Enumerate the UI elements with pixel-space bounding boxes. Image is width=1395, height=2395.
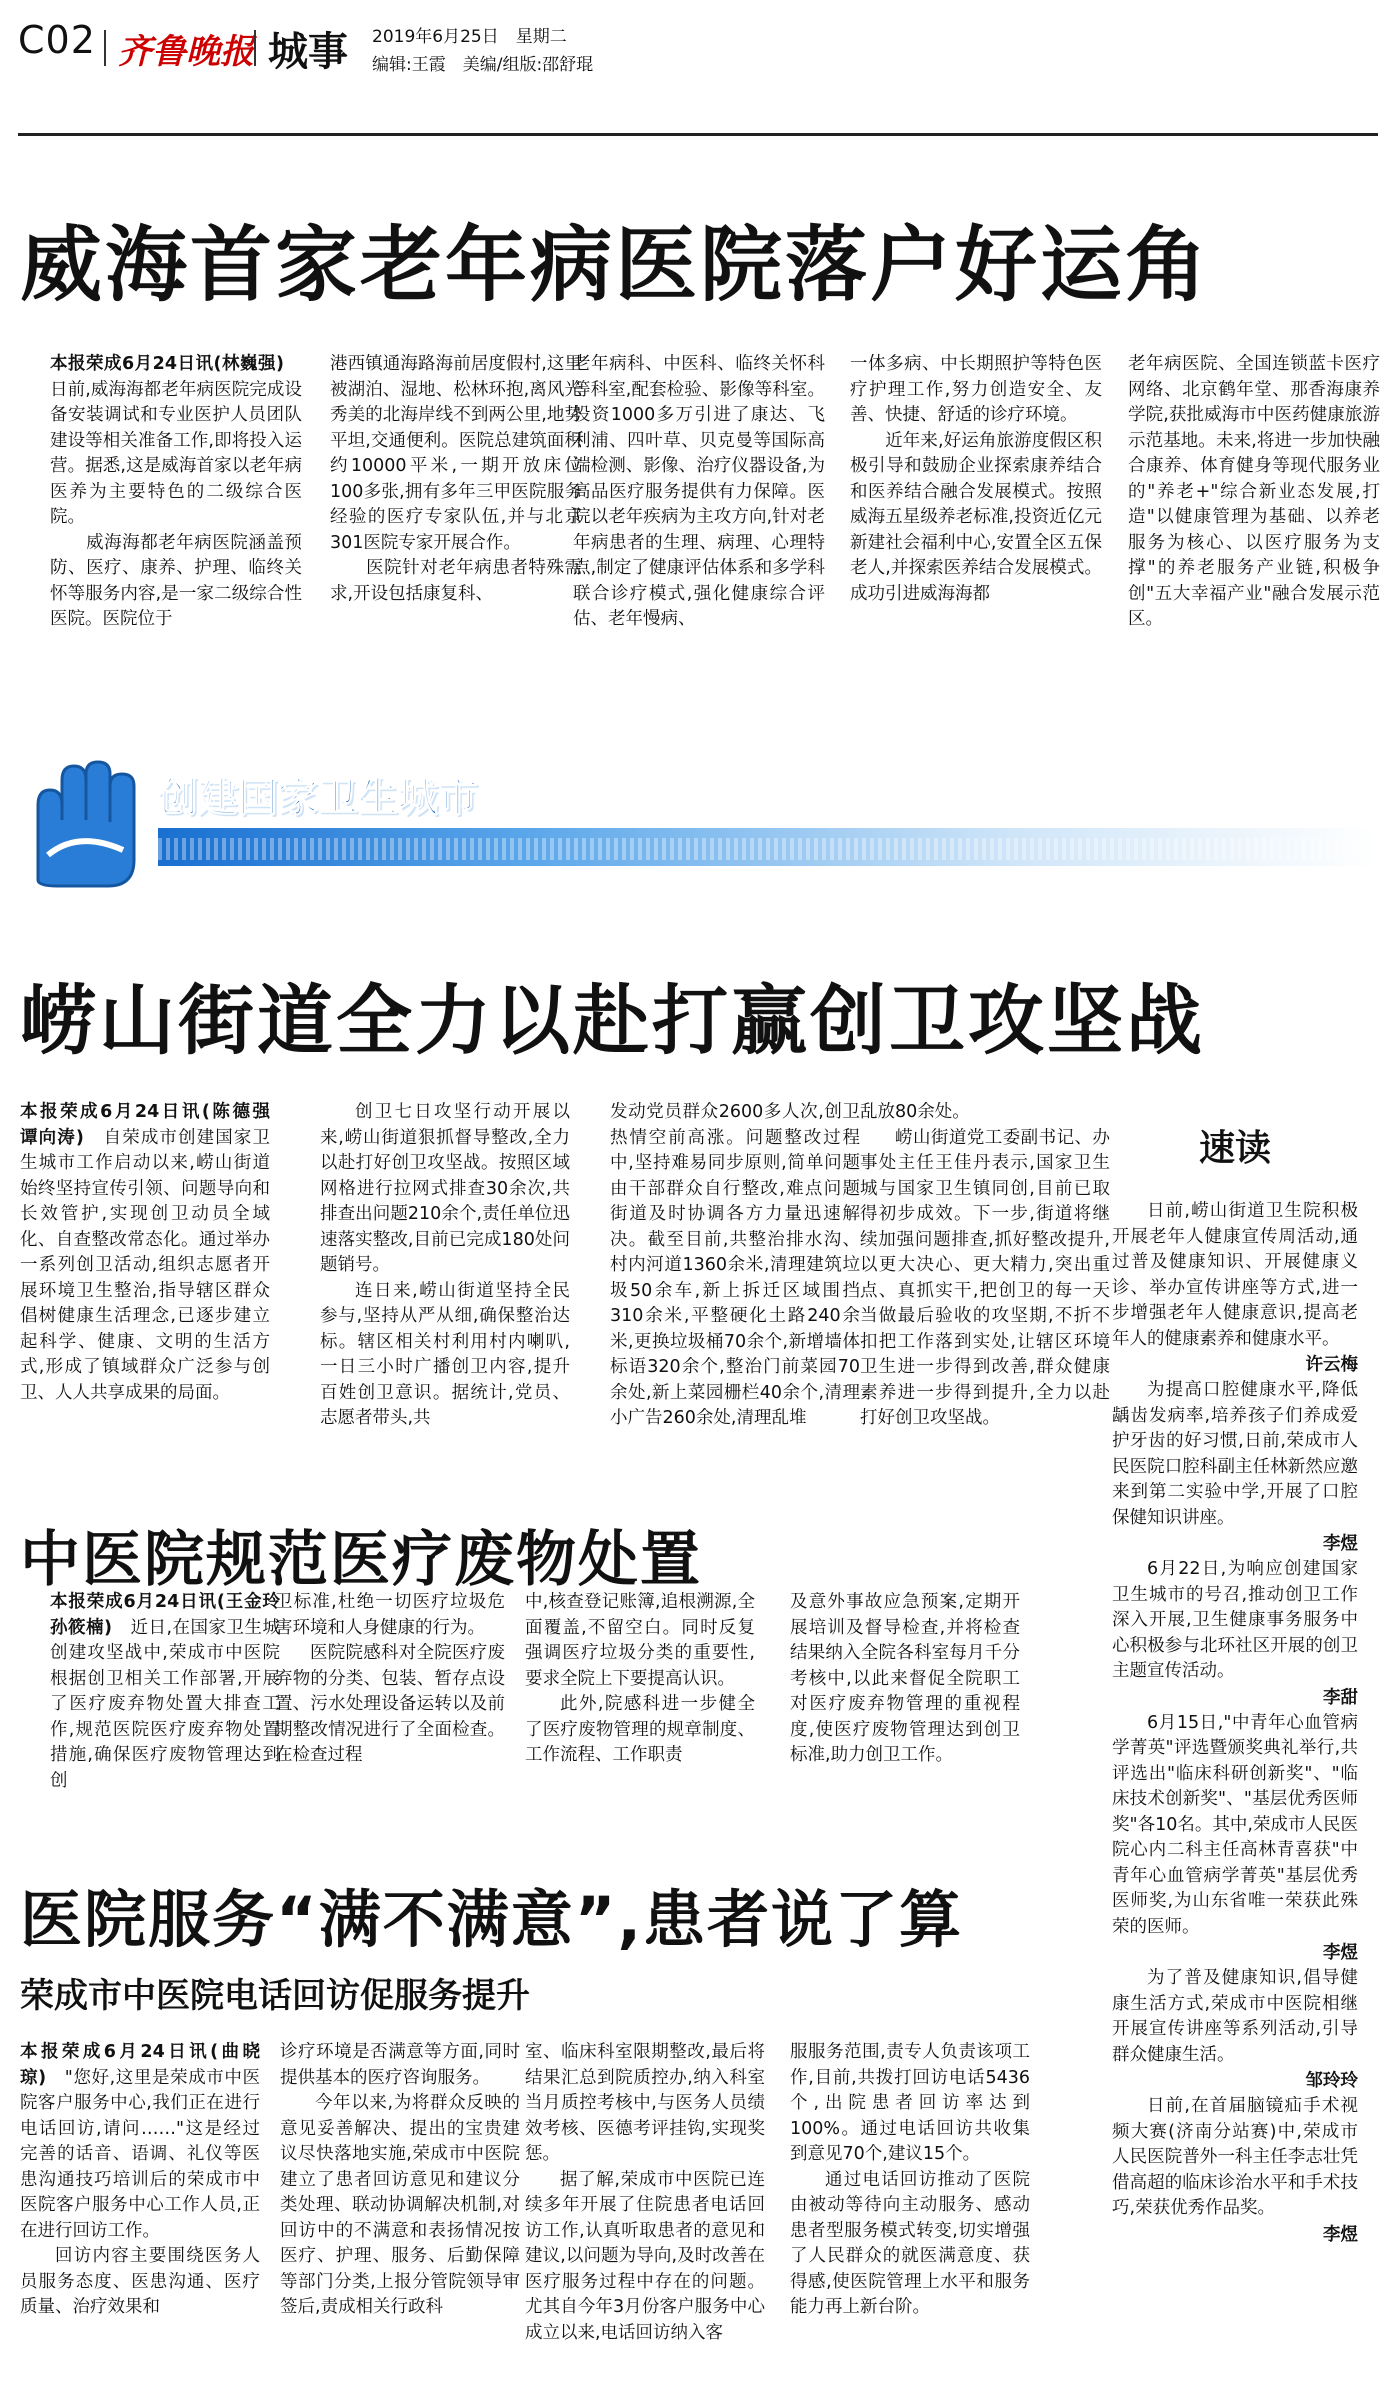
issue-date: 2019年6月25日 星期二 — [372, 27, 567, 47]
page-number: C02 — [18, 18, 96, 62]
article2-headline: 崂山街道全力以赴打赢创卫攻坚战 — [20, 976, 1205, 1065]
quick-read-item — [1112, 1199, 1358, 1378]
article1-headline: 威海首家老年病医院落户好运角 — [20, 218, 1211, 313]
header-rule — [18, 133, 1378, 136]
quick-read-text: 6月22日,为响应创建国家卫生城市的号召,推动创卫工作深入开展,卫生健康事务服务中心积极参与北环社区开展的创卫主题宣传活动。 — [1112, 1559, 1358, 1681]
banner-stripes — [158, 838, 1378, 860]
article1-body-column: 一体多病、中长期照护等特色医疗护理工作,努力创造安全、友善、快捷、舒适的诊疗环境。 近年来,好运角旅游度假区积极引导和鼓励企业探索康养结合和医养结合融合发展模式。按照威海五星级养老标准,投资近亿元新建社会福利中心,安置全区五保老人,并探索医养结合发展模式。成功引进威海海都 — [850, 354, 1102, 604]
article2-body-column: 乱放80余处。 崂山街道党工委副书记、办事处主任王佳丹表示,国家卫生城与国家卫生镇同创,目前已取得初步成效。下一步,街道将继续加强问题排查,抓好整改提升,以更大决心、更大精力,突出重点、真抓实干,把创卫的每一天当做最后验收的攻坚期,不折不扣把工作落到实处,让辖区环境卫生进一步得到改善,群众健康素养进一步得到提升,全力以赴打好创卫攻坚战。 — [860, 1102, 1110, 1428]
quick-read-author: 李煜 — [1323, 2224, 1358, 2245]
quick-read-text: 6月15日,"中青年心血管病学菁英"评选暨颁奖典礼举行,共评选出"临床科研创新奖"、"临床技术创新奖"、"基层优秀医师奖"各10名。其中,荣成市人民医院心内二科主任高林青喜获"中青年心血管病学菁英"基层优秀医师奖,为山东省唯一荣获此殊荣的医师。 — [1112, 1712, 1358, 1937]
article2-body-column: 发动党员群众2600多人次,创卫热情空前高涨。问题整改过程中,坚持难易同步原则,简单问题由干部群众自行整改,难点问题街道及时协调各方力量迅速解决。截至目前,共整治排水沟、村内河道1360余米,清理建筑垃圾50余车,新上拆迁区域围挡310余米,平整硬化土路240余米,更换垃圾桶70余个,新增墙体标语320余个,整治门前菜园70余处,新上菜园栅栏40余个,清理小广告260余处,清理乱堆 — [610, 1102, 860, 1428]
paper-logo: 齐鲁晚报 — [118, 32, 254, 72]
article1-body-column: 港西镇通海路海前居度假村,这里被湖泊、湿地、松林环抱,离风光秀美的北海岸线不到两公里,地势平坦,交通便利。医院总建筑面积约10000平米,一期开放床位100多张,拥有多年三甲医院服务经验的医疗专家队伍,并与北京301医院专家开展合作。 医院针对老年病患者特殊需求,开设包括康复科、 — [330, 354, 582, 604]
quick-read-item — [1112, 1711, 1358, 1967]
quick-read-item — [1112, 2094, 1358, 2248]
article4-body-column: 服服务范围,责专人负责该项工作,目前,共拨打回访电话5436个,出院患者回访率达到100%。通过电话回访共收集到意见70个,建议15个。 通过电话回访推动了医院由被动等待向主动服务、感动患者型服务模式转变,切实增强了人民群众的就医满意度、获得感,使医院管理上水平和服务能力再上新台阶。 — [790, 2042, 1030, 2317]
section-name: 城事 — [268, 29, 348, 75]
article3-body-column: 卫标准,杜绝一切医疗垃圾危害环境和人身健康的行为。 医院院感科对全院医疗废弃物的分类、包装、暂存点设置、污水处理设备运转以及前期整改情况进行了全面检查。在检查过程 — [275, 1592, 505, 1765]
article4-subheadline: 荣成市中医院电话回访促服务提升 — [20, 1976, 530, 2016]
article1-body-column: 老年病科、中医科、临终关怀科等科室,配套检验、影像等科室。投资1000多万引进了康达、飞利浦、四叶草、贝克曼等国际高端检测、影像、治疗仪器设备,为高品医疗服务提供有力保障。医院以老年疾病为主攻方向,针对老年病患者的生理、病理、心理特点,制定了健康评估体系和多学科联合诊疗模式,强化健康综合评估、老年慢病、 — [573, 354, 825, 629]
article2-body-column: 创卫七日攻坚行动开展以来,崂山街道狠抓督导整改,全力以赴打好创卫攻坚战。按照区域网格进行拉网式排查30余次,共排查出问题210余个,责任单位迅速落实整改,目前已完成180处问题销号。 连日来,崂山街道坚持全民参与,坚持从严从细,确保整治达标。辖区相关村利用村内喇叭,一日三小时广播创卫内容,提升百姓创卫意识。据统计,党员、志愿者带头,共 — [320, 1102, 570, 1428]
article3-body-column: 中,核查登记账簿,追根溯源,全面覆盖,不留空白。同时反复强调医疗垃圾分类的重要性,要求全院上下要提高认识。 此外,院感科进一步健全了医疗废物管理的规章制度、工作流程、工作职责 — [525, 1592, 755, 1765]
quick-read-text: 日前,在首届脑镜疝手术视频大赛(济南分站赛)中,荣成市人民医院普外一科主任李志壮凭借高超的临床诊治水平和手术技巧,荣获优秀作品奖。 — [1112, 2096, 1358, 2218]
banner-label: 创建国家卫生城市 — [158, 775, 478, 821]
masthead-divider — [254, 30, 256, 66]
article3-body-column: 及意外事故应急预案,定期开展培训及督导检查,并将检查结果纳入全院各科室每月千分考核中,以此来督促全院职工对医疗废弃物管理的重视程度,使医疗废物管理达到创卫标准,助力创卫工作。 — [790, 1592, 1020, 1765]
article4-body-column: 室、临床科室限期整改,最后将结果汇总到院质控办,纳入科室当月质控考核中,与医务人员绩效考核、医德考评挂钩,实现奖惩。 据了解,荣成市中医院已连续多年开展了住院患者电话回访工作,认真听取患者的意见和建议,以问题为导向,及时改善在医疗服务过程中存在的问题。尤其自今年3月份客户服务中心成立以来,电话回访纳入客 — [525, 2042, 765, 2343]
article1-body-column: 本报荣成6月24日讯(林巍强) 日前,威海海都老年病医院完成设备安装调试和专业医护人员团队建设等相关准备工作,即将投入运营。据悉,这是威海首家以老年病医养为主要特色的二级综合医院。 威海海都老年病医院涵盖预防、医疗、康养、护理、临终关怀等服务内容,是一家二级综合性医院。医院位于 — [50, 354, 302, 629]
quick-read-author: 李煜 — [1323, 1943, 1358, 1963]
article1-body-column: 老年病医院、全国连锁蓝卡医疗网络、北京鹤年堂、那香海康养学院,获批威海市中医药健康旅游示范基地。未来,将进一步加快融合康养、体育健身等现代服务业的"养老+"综合新业态发展,打造"以健康管理为基础、以养老服务为核心、以医疗服务为支撑"的养老服务产业链,积极争创"五大幸福产业"融合发展示范区。 — [1128, 354, 1380, 629]
article3-headline: 中医院规范医疗废物处置 — [20, 1525, 702, 1595]
quick-read-text: 为了普及健康知识,倡导健康生活方式,荣成市中医院相继开展宣传讲座等系列活动,引导群众健康生活。 — [1112, 1968, 1358, 2065]
quick-read-sidebar — [1112, 1120, 1358, 2248]
quick-read-item — [1112, 1557, 1358, 1711]
quick-read-author: 许云梅 — [1305, 1355, 1358, 1375]
quick-read-text: 日前,崂山街道卫生院积极开展老年人健康宣传周活动,通过普及健康知识、开展健康义诊、举办宣传讲座等方式,进一步增强老年人健康意识,提高老年人的健康素养和健康水平。 — [1112, 1201, 1358, 1349]
article4-body-column: 本报荣成6月24日讯(曲晓琼) "您好,这里是荣成市中医院客户服务中心,我们正在进行电话回访,请问……"这是经过完善的话音、语调、礼仪等医患沟通技巧培训后的荣成市中医院客户服务中心工作人员,正在进行回访工作。 回访内容主要围绕医务人员服务态度、医患沟通、医疗质量、治疗效果和 — [20, 2042, 260, 2317]
editor-credits: 编辑:王霞 美编/组版:邵舒琨 — [372, 55, 594, 75]
hand-logo-icon — [18, 760, 148, 888]
campaign-banner — [18, 760, 1378, 888]
quick-read-text: 为提高口腔健康水平,降低龋齿发病率,培养孩子们养成爱护牙齿的好习惯,日前,荣成市人民医院口腔科副主任林新然应邀来到第二实验中学,开展了口腔保健知识讲座。 — [1112, 1380, 1358, 1528]
quick-read-author: 李甜 — [1323, 1687, 1358, 1708]
quick-read-item — [1112, 1378, 1358, 1557]
quick-read-author: 邹玲玲 — [1305, 2071, 1358, 2091]
article4-headline: 医院服务“满不满意”,患者说了算 — [20, 1883, 964, 1956]
sidebar-title: 速读 — [1198, 1128, 1271, 1169]
quick-read-item — [1112, 1966, 1358, 2094]
article2-body-column: 本报荣成6月24日讯(陈德强 谭向涛) 自荣成市创建国家卫生城市工作启动以来,崂山街道始终坚持宣传引领、问题导向和长效管护,实现创卫动员全域化、自查整改常态化。通过举办一系列创卫活动,组织志愿者开展环境卫生整治,指导辖区群众倡树健康生活理念,已逐步建立起科学、健康、文明的生活方式,形成了镇域群众广泛参与创卫、人人共享成果的局面。 — [20, 1102, 270, 1403]
article4-body-column: 诊疗环境是否满意等方面,同时提供基本的医疗咨询服务。 今年以来,为将群众反映的意见妥善解决、提出的宝贵建议尽快落地实施,荣成市中医院建立了患者回访意见和建议分类处理、联动协调解决机制,对回访中的不满意和表扬情况按医疗、护理、服务、后勤保障等部门分类,上报分管院领导审签后,责成相关行政科 — [280, 2042, 520, 2317]
article3-body-column: 本报荣成6月24日讯(王金玲 孙筱楠) 近日,在国家卫生城创建攻坚战中,荣成市中医院根据创卫相关工作部署,开展了医疗废弃物处置大排查工作,规范医院医疗废弃物处置措施,确保医疗废物管理达到创 — [50, 1592, 280, 1791]
quick-read-author: 李煜 — [1323, 1534, 1358, 1554]
masthead-divider — [104, 30, 106, 66]
